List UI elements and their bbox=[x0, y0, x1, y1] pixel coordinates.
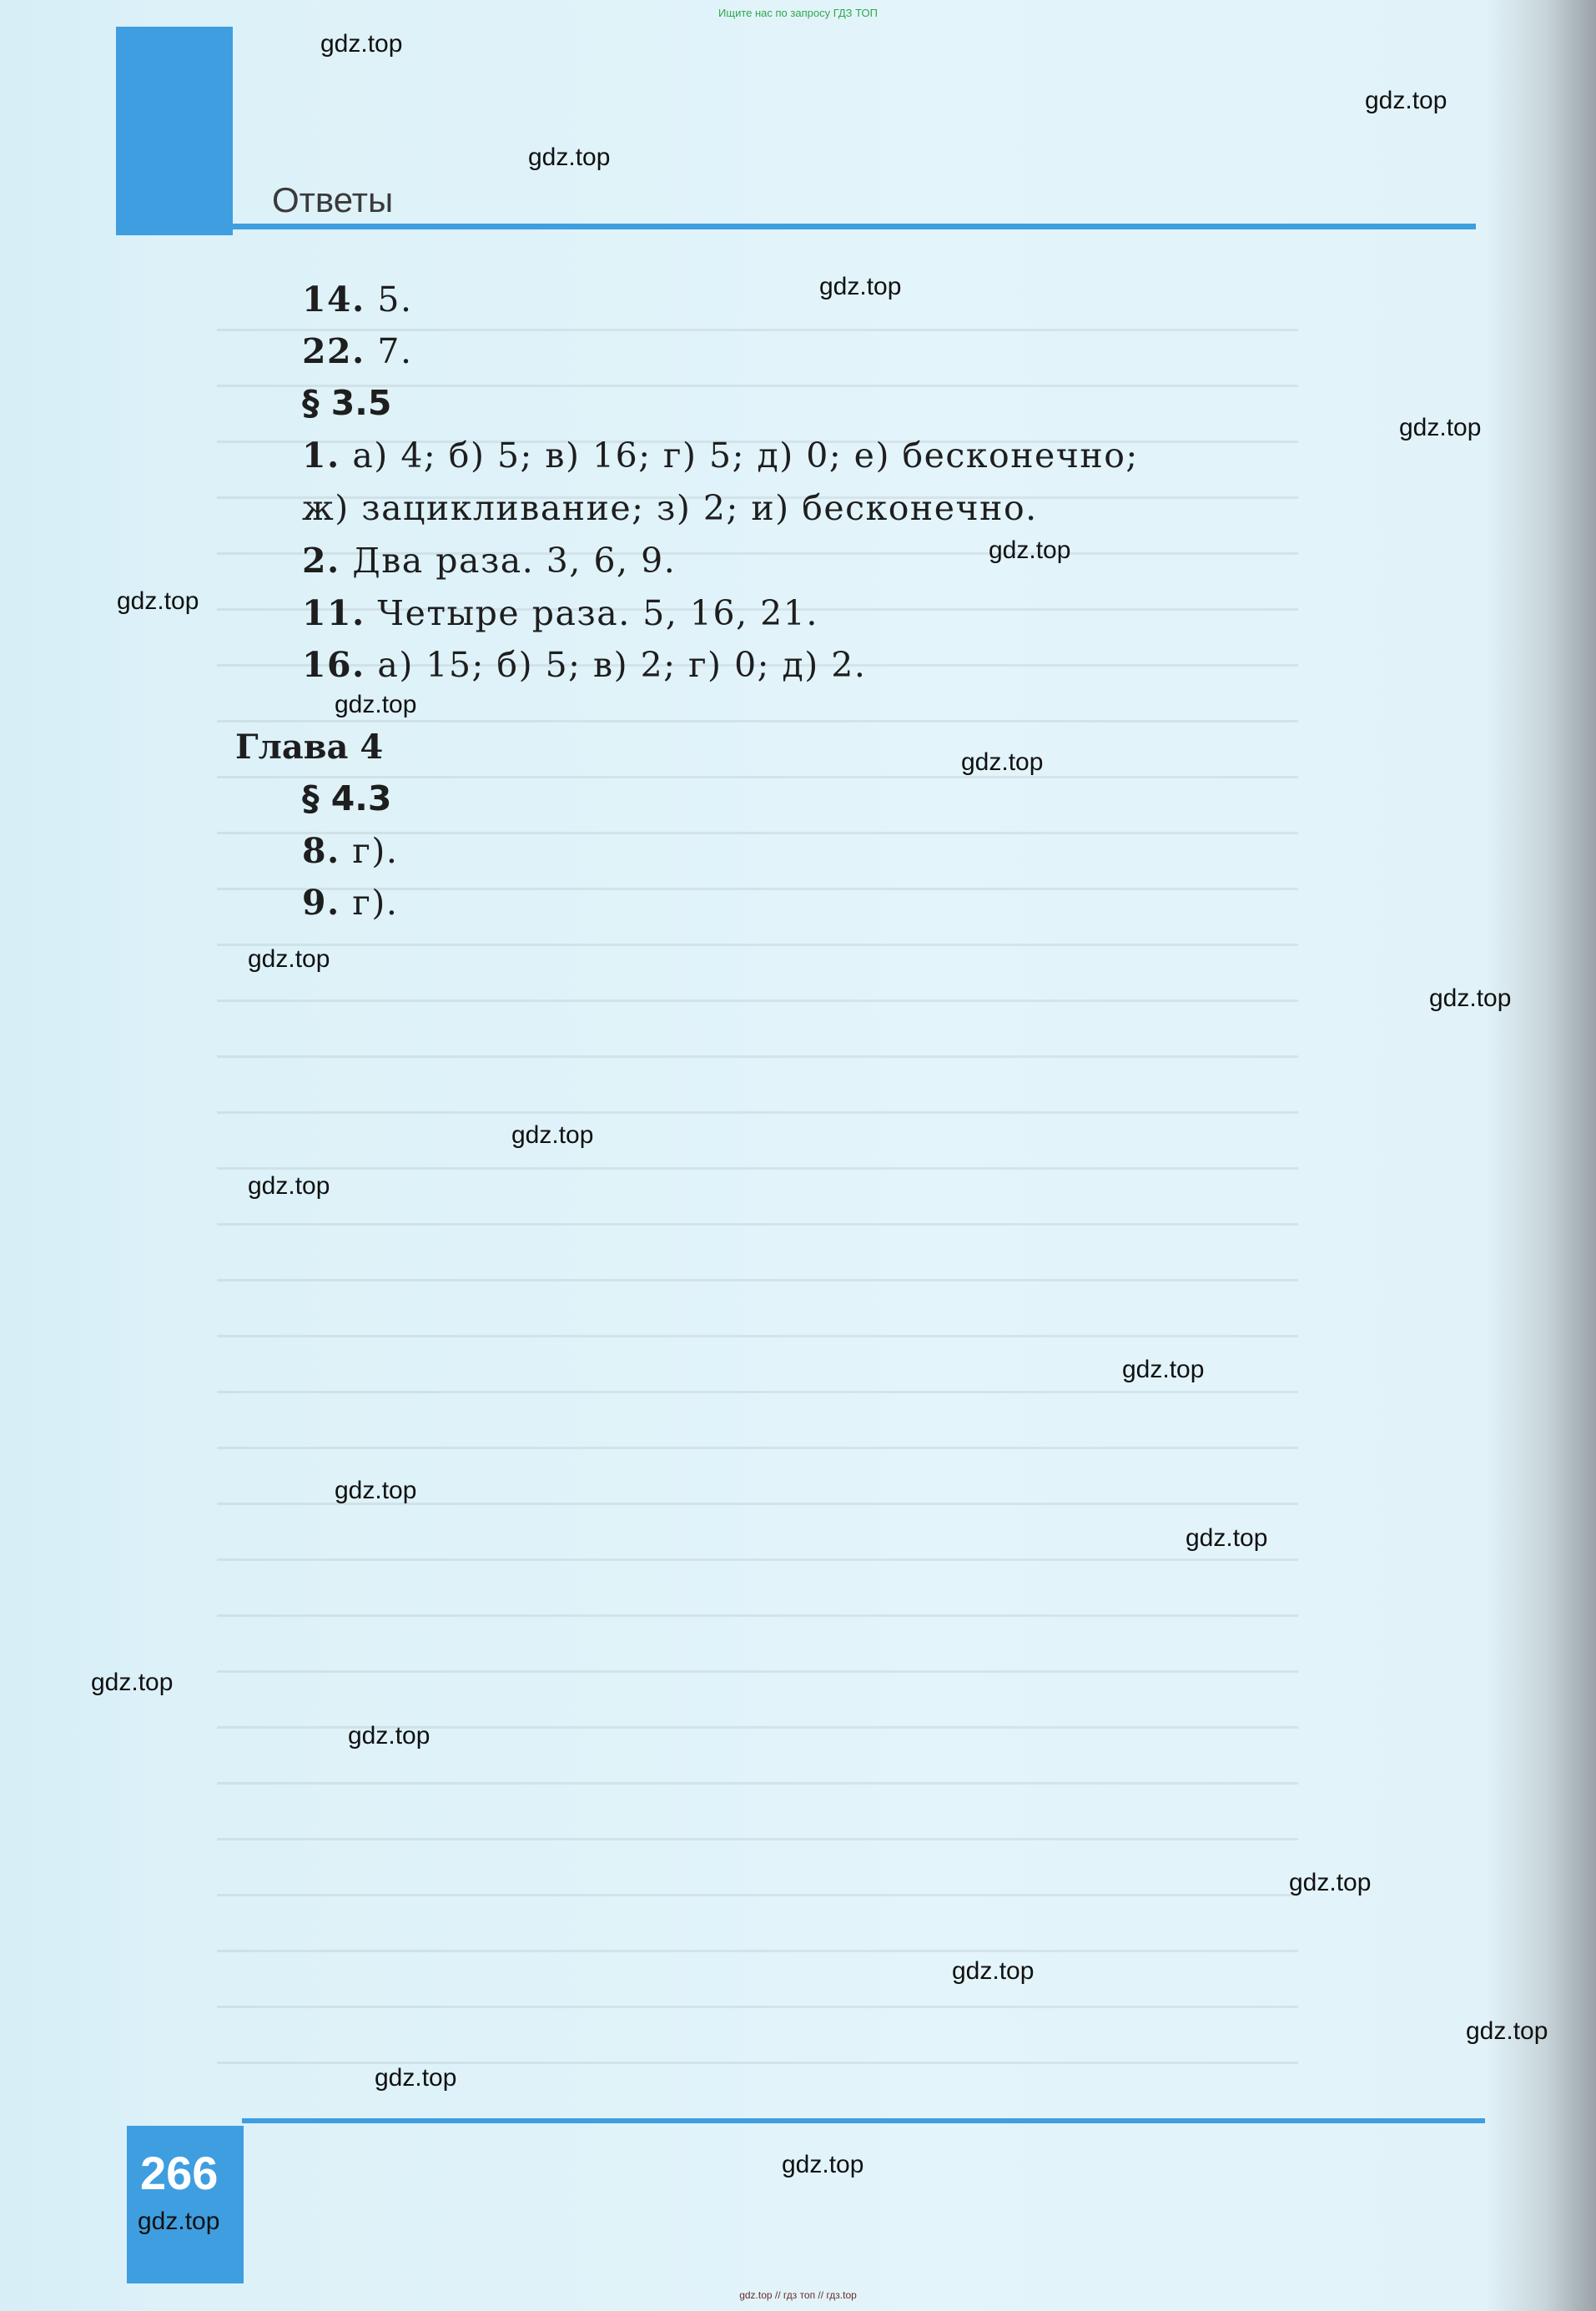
watermark: gdz.top bbox=[248, 1172, 330, 1200]
watermark: gdz.top bbox=[952, 1957, 1035, 1985]
answer-line bbox=[302, 645, 866, 685]
watermark: gdz.top bbox=[1186, 1524, 1268, 1552]
watermark: gdz.top bbox=[335, 691, 417, 718]
watermark: gdz.top bbox=[248, 945, 330, 973]
answer-text: а) 4; б) 5; в) 16; г) 5; д) 0; е) бесконечно; bbox=[352, 436, 1139, 476]
answer-number: 14. bbox=[302, 279, 365, 320]
section-heading: § 4.3 bbox=[302, 778, 392, 818]
top-banner[interactable]: Ищите нас по запросу ГДЗ ТОП bbox=[718, 7, 878, 19]
watermark: gdz.top bbox=[1289, 1869, 1372, 1896]
answer-text: а) 15; б) 5; в) 2; г) 0; д) 2. bbox=[377, 645, 867, 685]
watermark: gdz.top bbox=[782, 2151, 864, 2178]
answer-text: 7. bbox=[377, 331, 413, 371]
watermark: gdz.top bbox=[961, 748, 1044, 776]
answer-number: 9. bbox=[302, 883, 340, 923]
watermark: gdz.top bbox=[348, 1722, 430, 1750]
answer-line bbox=[302, 541, 676, 581]
answer-number: 8. bbox=[302, 831, 340, 871]
answer-line bbox=[302, 331, 413, 371]
watermark: gdz.top bbox=[511, 1121, 594, 1149]
watermark: gdz.top bbox=[1122, 1356, 1205, 1383]
watermark: gdz.top bbox=[117, 587, 199, 615]
answer-line bbox=[302, 883, 398, 923]
footer-rule bbox=[242, 2118, 1485, 2123]
answer-text: 5. bbox=[377, 279, 413, 320]
watermark: gdz.top bbox=[819, 273, 902, 300]
chapter-heading: Глава 4 bbox=[235, 728, 384, 767]
watermark: gdz.top bbox=[1429, 984, 1512, 1012]
answer-line bbox=[302, 436, 1139, 476]
answer-text: ж) зацикливание; з) 2; и) бесконечно. bbox=[302, 488, 1038, 528]
watermark: gdz.top bbox=[91, 1669, 174, 1696]
watermark: gdz.top bbox=[528, 143, 611, 171]
bottom-note[interactable]: gdz.top // гдз топ // гдз.top bbox=[739, 2289, 857, 2301]
answer-number: 1. bbox=[302, 436, 340, 476]
watermark: gdz.top bbox=[335, 1477, 417, 1504]
answer-line bbox=[302, 831, 398, 871]
watermark: gdz.top bbox=[989, 536, 1071, 564]
answer-text: Два раза. 3, 6, 9. bbox=[352, 541, 677, 581]
watermark: gdz.top bbox=[320, 30, 403, 58]
watermark: gdz.top bbox=[1365, 87, 1447, 114]
watermark: gdz.top bbox=[375, 2064, 457, 2092]
watermark: gdz.top bbox=[1466, 2017, 1548, 2045]
header-rule bbox=[116, 224, 1476, 229]
answer-text: г). bbox=[352, 831, 399, 871]
section-heading: § 3.5 bbox=[302, 383, 392, 423]
answer-number: 2. bbox=[302, 541, 340, 581]
answer-number: 22. bbox=[302, 331, 365, 371]
answer-text: г). bbox=[352, 883, 399, 923]
answer-text: Четыре раза. 5, 16, 21. bbox=[377, 593, 818, 633]
answer-line bbox=[302, 279, 413, 320]
header-accent-bar bbox=[116, 27, 233, 235]
answer-line bbox=[302, 488, 1038, 528]
answer-number: 11. bbox=[302, 593, 365, 633]
answer-line bbox=[302, 593, 818, 633]
watermark: gdz.top bbox=[138, 2208, 220, 2235]
page-title: Ответы bbox=[272, 180, 394, 219]
watermark: gdz.top bbox=[1399, 414, 1482, 441]
page-number: 266 bbox=[140, 2147, 219, 2199]
answer-number: 16. bbox=[302, 645, 365, 685]
